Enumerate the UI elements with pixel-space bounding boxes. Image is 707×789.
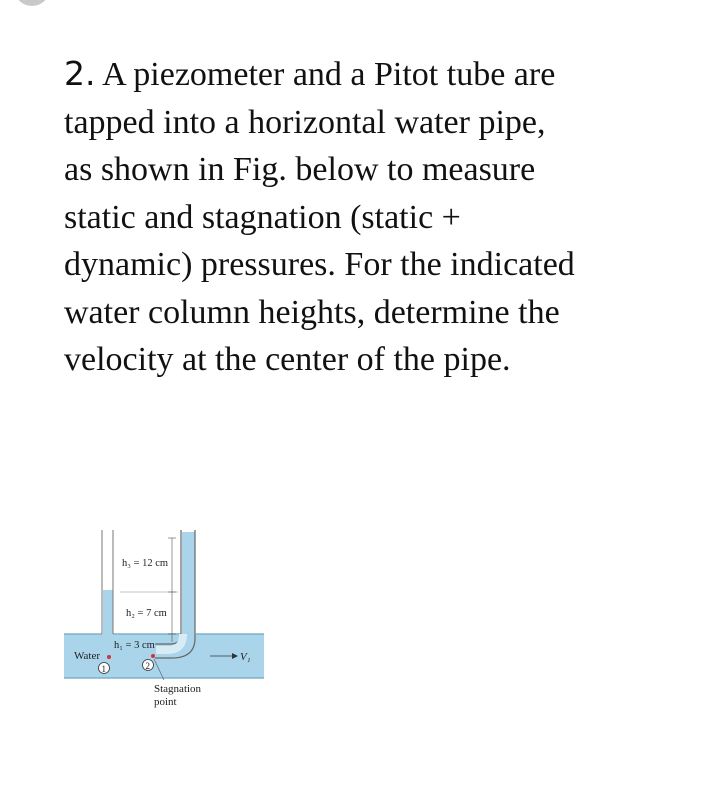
h1-label: h₁ = 3 cm xyxy=(114,640,155,651)
point-2-label: 2 xyxy=(145,661,150,671)
problem-line-2: tapped into a horizontal water pipe, xyxy=(64,103,546,141)
problem-line-1: 2. A piezometer and a Pitot tube are xyxy=(64,54,556,93)
point-1-marker xyxy=(107,655,111,659)
problem-line-5: dynamic) pressures. For the indicated xyxy=(64,246,575,283)
pitot-water-column xyxy=(182,532,195,636)
point-2-marker xyxy=(151,654,155,658)
stagnation-label-line-1: Stagnation xyxy=(154,683,202,695)
piezometer-water-column xyxy=(103,590,113,635)
h2-label: h₂ = 7 cm xyxy=(126,608,167,619)
velocity-label: V₁ xyxy=(240,651,251,663)
problem-line-4: static and stagnation (static + xyxy=(64,198,461,236)
corner-circle-decoration xyxy=(14,0,50,6)
problem-line-7: velocity at the center of the pipe. xyxy=(64,341,511,378)
problem-statement xyxy=(64,50,674,384)
pitot-piezometer-figure xyxy=(60,520,280,720)
problem-line-6: water column heights, determine the xyxy=(64,293,560,331)
problem-line-3: as shown in Fig. below to measure xyxy=(64,151,536,188)
stagnation-label-line-2: point xyxy=(154,696,177,708)
problem-number: 2. xyxy=(64,54,96,93)
pitot-wall-inner xyxy=(155,530,181,644)
water-label: Water xyxy=(74,650,100,662)
point-1-label: 1 xyxy=(101,664,106,674)
h3-label: h₃ = 12 cm xyxy=(122,558,169,569)
